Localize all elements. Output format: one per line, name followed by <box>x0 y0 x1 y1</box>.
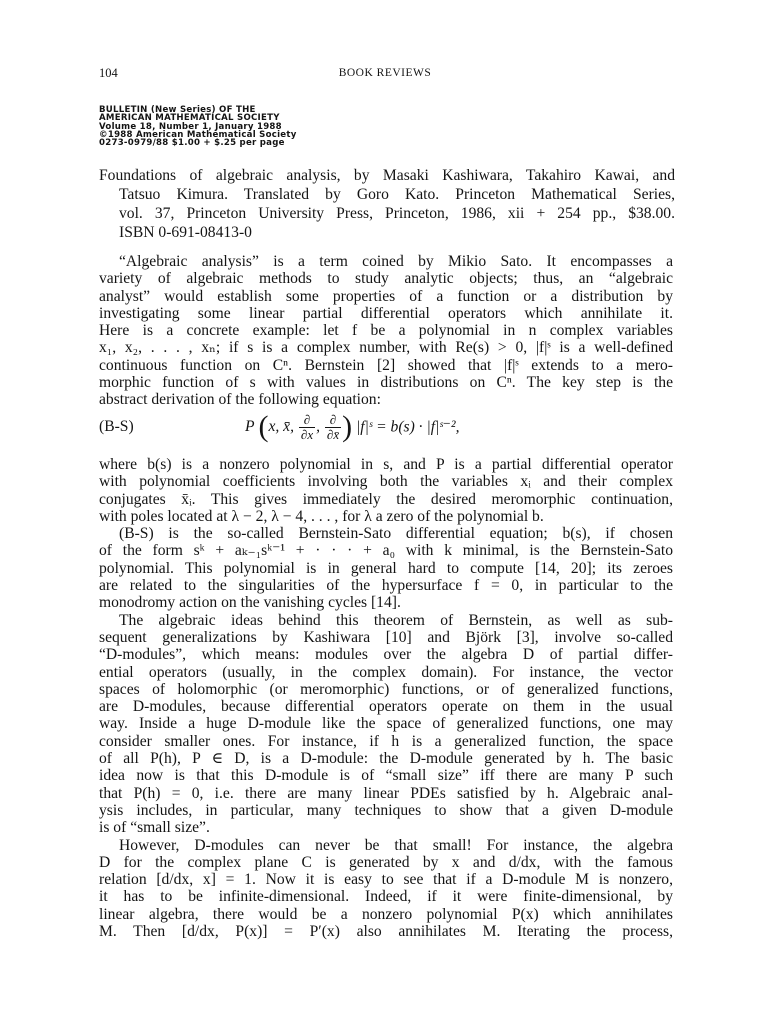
citation-line: ISBN 0-691-08413-0 <box>119 224 252 241</box>
fraction-denominator: ∂x <box>300 426 314 442</box>
bulletin-line: 0273-0979/88 $1.00 + $.25 per page <box>99 138 285 149</box>
fraction-denominator: ∂x̄ <box>326 426 340 442</box>
bulletin-line: Volume 18, Number 1, January 1988 <box>99 121 282 132</box>
text-line: linear algebra, there would be a nonzero polynomial P(x) which annihilates <box>99 905 673 923</box>
running-head <box>99 66 671 84</box>
text-line: of the form sᵏ + aₖ₋₁sᵏ⁻¹ + · · · + a₀ with k minimal, is the Bernstein-Sato <box>99 542 673 560</box>
bulletin-line: AMERICAN MATHEMATICAL SOCIETY <box>99 113 280 124</box>
text-line: way. Inside a huge D-module like the space of generalized functions, one may <box>99 715 673 733</box>
text-line: The algebraic ideas behind this theorem of Bernstein, as well as sub- <box>119 611 673 629</box>
bernstein-sato-equation <box>99 412 673 446</box>
bulletin-line: ©1988 American Mathematical Society <box>99 129 297 140</box>
text-line: are D-modules, because differential operators operate on them in the usual <box>99 698 673 716</box>
text-line: it has to be infinite-dimensional. Indeed, if it were finite-dimensional, by <box>99 888 673 906</box>
text-line: idea now is that this D-module is of “small size” iff there are many P such <box>99 767 673 785</box>
text-line: conjugates x̄ᵢ. This gives immediately the desired meromorphic continuation, <box>99 490 673 508</box>
fraction-numerator: ∂ <box>325 413 341 428</box>
text-line: that P(h) = 0, i.e. there are many linear PDEs satisfied by h. Algebraic anal- <box>99 784 673 802</box>
text-line: consider smaller ones. For instance, if h is a generalized function, the space <box>99 732 673 750</box>
paragraph-continuation <box>99 456 673 940</box>
text-line: sequent generalizations by Kashiwara [10] and Björk [3], involve so-called <box>99 628 673 646</box>
fraction-numerator: ∂ <box>299 413 315 428</box>
text-line: D for the complex plane C is generated by x and d/dx, with the famous <box>99 853 673 871</box>
text-line: ential operators (usually, in the complex domain). For instance, the vector <box>99 663 673 681</box>
text-line: M. Then [d/dx, P(x)] = P′(x) also annihilates M. Iterating the process, <box>99 923 673 941</box>
text-line: is of “small size”. <box>99 819 210 837</box>
text-line: of all P(h), P ∈ D, is a D-module: the D-module generated by h. The basic <box>99 750 673 768</box>
paragraph-intro <box>99 253 673 409</box>
text-line: abstract derivation of the following equation: <box>99 391 381 409</box>
text-line: “Algebraic analysis” is a term coined by Mikio Sato. It encompasses a <box>119 253 673 270</box>
text-line: relation [d/dx, x] = 1. Now it is easy to see that if a D-module M is nonzero, <box>99 871 673 889</box>
citation-line: Foundations of algebraic analysis, by Masaki Kashiwara, Takahiro Kawai, and <box>99 167 675 184</box>
text-line: (B-S) is the so-called Bernstein-Sato differential equation; b(s), if chosen <box>119 525 673 543</box>
text-line: polynomial. This polynomial is in general hard to compute [14, 20]; its zeroes <box>99 559 673 577</box>
equation-body: P (x, x̄, $\frac{\partial}{\partial x}$ , $\frac{\partial}{\partial x̄}$ ) |f|ˢ = b(s) · |f|ˢ⁻², <box>245 410 460 443</box>
text-line: where b(s) is a nonzero polynomial in s, and P is a partial differential operator <box>99 456 673 473</box>
bulletin-line: BULLETIN (New Series) OF THE <box>99 105 256 115</box>
partial-derivative-xbar <box>325 413 341 442</box>
text-line: continuous function on Cⁿ. Bernstein [2] showed that |f|ˢ extends to a mero- <box>99 356 673 374</box>
text-line: analyst” would establish some properties of a function or a distribution by <box>99 287 673 305</box>
page-number: 104 <box>99 66 118 80</box>
text-line: variety of algebraic methods to study analytic objects; thus, an “algebraic <box>99 270 673 288</box>
text-line: “D-modules”, which means: modules over the algebra D of partial differ- <box>99 646 673 664</box>
section-title: BOOK REVIEWS <box>338 67 432 79</box>
text-line: morphic function of s with values in distributions on Cⁿ. The key step is the <box>99 374 673 392</box>
equation-rhs: |f|ˢ = b(s) · |f|ˢ⁻², <box>352 418 460 436</box>
equation-label: (B-S) <box>99 418 134 435</box>
bulletin-info-block <box>99 106 499 147</box>
text-line: Here is a concrete example: let f be a polynomial in n complex variables <box>99 322 673 340</box>
text-line: with polynomial coefficients involving both the variables xᵢ and their complex <box>99 473 673 491</box>
equation-args: x, x̄, <box>268 418 294 435</box>
text-line: x₁, x₂, . . . , xₙ; if s is a complex number, with Re(s) > 0, |f|ˢ is a well-defined <box>99 339 673 357</box>
partial-derivative-x <box>299 413 315 442</box>
text-line: with poles located at λ − 2, λ − 4, . . . , for λ a zero of the polynomial b. <box>99 507 544 525</box>
text-line: are related to the singularities of the hypersurface f = 0, in particular to the <box>99 577 673 595</box>
book-citation <box>99 166 675 242</box>
right-paren: ) <box>342 410 353 443</box>
text-line: ysis includes, in particular, many techniques to show that a given D-module <box>99 801 673 819</box>
citation-line: Tatsuo Kimura. Translated by Goro Kato. Princeton Mathematical Series, <box>119 186 675 203</box>
citation-line: vol. 37, Princeton University Press, Princeton, 1986, xii + 254 pp., $38.00. <box>119 205 675 222</box>
text-line: investigating some linear partial differential operators which annihilate it. <box>99 304 673 322</box>
text-line: spaces of holomorphic (or meromorphic) functions, or of generalized functions, <box>99 680 673 698</box>
text-line: monodromy action on the vanishing cycles [14]. <box>99 594 401 612</box>
text-line: However, D-modules can never be that small! For instance, the algebra <box>119 836 673 854</box>
equation-operator: P <box>245 418 255 435</box>
left-paren: ( <box>258 410 269 443</box>
